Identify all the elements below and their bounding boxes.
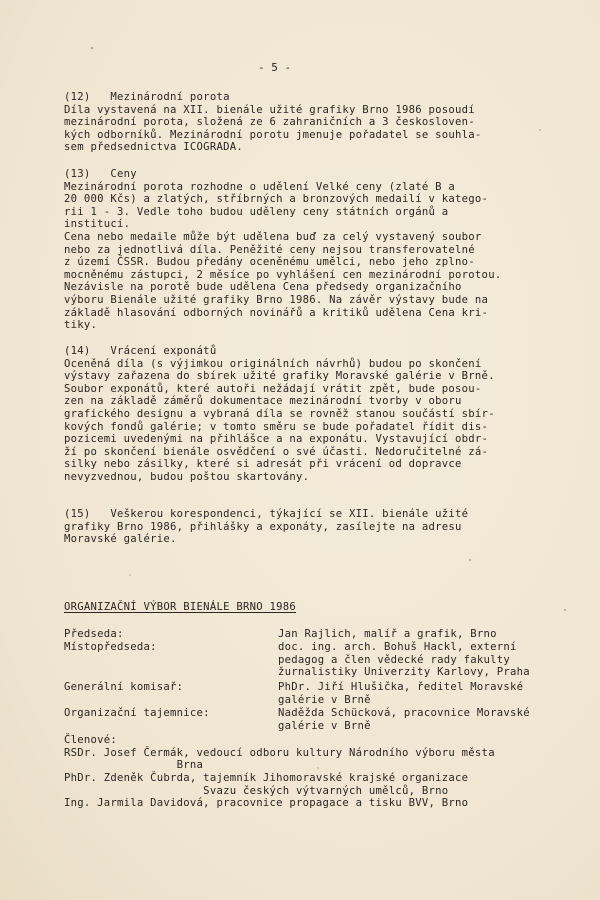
section-13-line: tiky. (64, 319, 98, 332)
section-15-line: (15) Veškerou korespondenci, týkající se XII. bienále užité (64, 508, 469, 520)
section-15-line: Moravské galérie. (64, 533, 177, 546)
section-13-line: základě hlasování odborných novinářů a kritiků udělena Cena kri- (64, 306, 489, 319)
member-line: PhDr. Zdeněk Čubrda, tajemník Jihomoravské krajské organizace (64, 772, 469, 784)
section-13-line: institucí. (64, 218, 131, 231)
section-13-line: 20 000 Kčs) a zlatých, stříbrných a bronzových medailí v katego- (64, 193, 489, 206)
section-12-heading: (12) Mezinárodní porota (64, 91, 230, 103)
section-12-line: kých odborníků. Mezinárodní porotu jmenuje pořadatel se souhla- (64, 128, 482, 141)
page-number: - 5 - (258, 61, 292, 74)
section-14-line: silky nebo zásilky, které si adresát při vrácení od dopravce (64, 458, 462, 471)
committee-name: Jan Rajlich, malíř a grafik, Brno (278, 628, 497, 640)
committee-name: PhDr. Jiří Hlušička, ředitel Moravské (278, 681, 524, 693)
committee-role: Generální komisař: (64, 681, 184, 693)
committee-role: Předseda: (64, 628, 124, 640)
section-14-heading: (14) Vrácení exponátů (64, 345, 217, 357)
section-12-line: mezinárodní porota, složená ze 6 zahraničních a 3 českosloven- (64, 116, 475, 129)
section-14-line: ží po skončení bienále osvědčení o své účasti. Nedoručitelné zá- (64, 445, 489, 458)
section-14-line: Soubor exponátů, které autoři nežádají vrátit zpět, bude posou- (64, 382, 482, 395)
committee-role: Místopředseda: (64, 641, 157, 653)
section-13-line: Nezávisle na porotě bude udělena Cena předsedy organizačního (64, 281, 462, 294)
section-14-line: výstavy zařazena do sbírek užité grafiky Moravské galérie v Brně. (64, 370, 495, 383)
member-line: RSDr. Josef Čermák, vedoucí odboru kultury Národního výboru města (64, 746, 495, 759)
section-13-line: nebo za jednotlivá díla. Peněžité ceny nejsou transferovatelné (64, 243, 475, 256)
committee-name: žurnalistiky Univerzity Karlovy, Praha (278, 666, 530, 679)
committee-name: doc. ing. arch. Bohuš Hackl, externí (278, 641, 517, 653)
section-13-line: z území ČSSR. Budou předány oceněnému umělci, nebo jeho zplno- (64, 256, 475, 269)
section-13-line: mocněnému zástupci, 2 měsíce po vyhlášení cen mezinárodní porotou. (64, 268, 502, 281)
committee-name: galérie v Brně (278, 693, 371, 706)
committee-name: pedagog a člen vědecké rady fakulty (278, 653, 510, 666)
member-line: Ing. Jarmila Davidová, pracovnice propagace a tisku BVV, Brno (64, 797, 469, 810)
section-13-heading: (13) Ceny (64, 168, 137, 180)
section-13-line: rii 1 - 3. Vedle toho budou uděleny ceny státních orgánů a (64, 205, 449, 218)
section-12-line: sem předsednictva ICOGRADA. (64, 141, 243, 154)
section-14-line: pozicemi uvedenými na přihlášce a na exponátu. Vystavující obdr- (64, 433, 489, 446)
committee-role: Organizační tajemnice: (64, 707, 210, 719)
section-14-line: kových fondů galérie; v tomto směru se bude pořadatel řídit dis- (64, 420, 489, 433)
section-14-line: nevyzvednou, budou poštou skartovány. (64, 471, 310, 483)
member-line: Svazu českých výtvarných umělců, Brno (64, 784, 449, 797)
section-14-line: Oceněná díla (s výjimkou originálních návrhů) budou po skončení (64, 357, 482, 370)
section-13-line: výboru Bienále užité grafiky Brno 1986. Na závěr výstavy bude na (64, 294, 489, 306)
members-label: Členové: (64, 734, 118, 746)
section-14-line: grafického designu a vybraná díla se rovněž stanou součástí sbír- (64, 408, 495, 420)
section-13-line: Cena nebo medaile může být udělena buď za celý vystavený soubor (64, 231, 482, 243)
section-12-line: Díla vystavená na XII. bienále užité grafiky Brno 1986 posoudí (64, 103, 475, 116)
section-15-line: grafiky Brno 1986, přihlášky a exponáty, zasílejte na adresu (64, 520, 462, 533)
section-14-line: zen na základě záměrů dokumentace mezinárodní tvorby v oboru (64, 395, 462, 408)
committee-name: Naděžda Schücková, pracovnice Moravské (278, 707, 530, 719)
committee-name: galérie v Brně (278, 719, 371, 732)
committee-title: ORGANIZAČNÍ VÝBOR BIENÁLE BRNO 1986 (64, 601, 296, 613)
member-line: Brna (64, 759, 204, 772)
section-13-line: Mezinárodní porota rozhodne o udělení Velké ceny (zlaté B a (64, 180, 456, 193)
